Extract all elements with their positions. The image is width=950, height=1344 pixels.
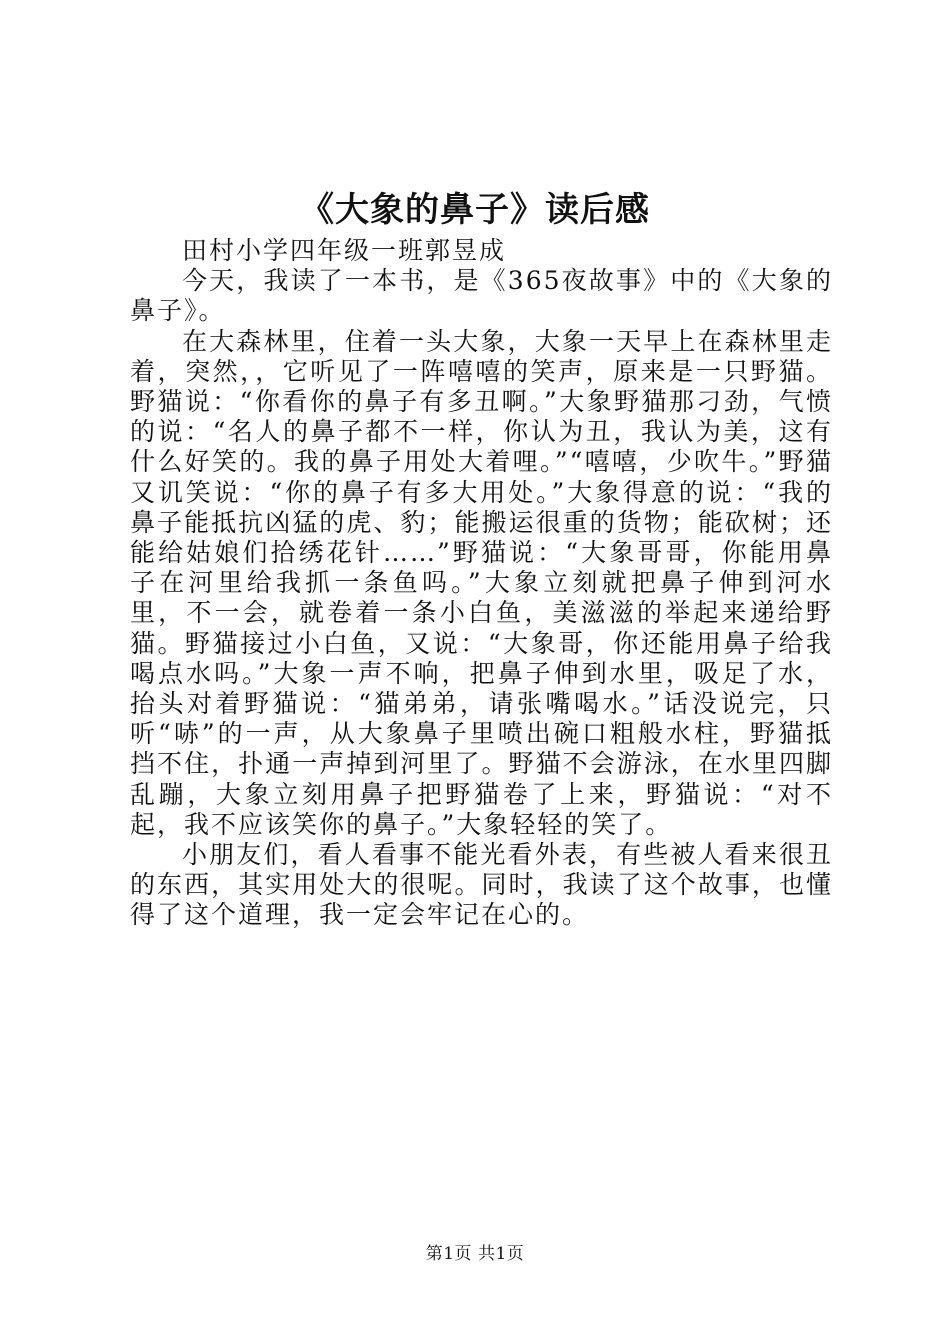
body-paragraph: 在大森林里，住着一头大象，大象一天早上在森林里走着，突然，，它听见了一阵嘻嘻的笑声，原来是一只野猫。野猫说：“你看你的鼻子有多丑啊。”大象野猫那刁劲，气愤的说：“名人的鼻子都不一样，你认为丑，我认为美，这有什么好笑的。我的鼻子用处大着哩。”“嘻嘻，少吹牛。”野猫又讥笑说：“你的鼻子有多大用处。”大象得意的说：“我的鼻子能抵抗凶猛的虎、豹；能搬运很重的货物；能砍树；还能给姑娘们拾绣花针……”野猫说：“大象哥哥，你能用鼻子在河里给我抓一条鱼吗。”大象立刻就把鼻子伸到河水里，不一会，就卷着一条小白鱼，美滋滋的举起来递给野猫。野猫接过小白鱼，又说：“大象哥，你还能用鼻子给我喝点水吗。”大象一声不响，把鼻子伸到水里，吸足了水，抬头对着野猫说：“猫弟弟，请张嘴喝水。”话没说完，只听“哧”的一声，从大象鼻子里喷出碗口粗般水柱，野猫抵挡不住，扑通一声掉到河里了。野猫不会游泳，在水里四脚乱蹦，大象立刻用鼻子把野猫卷了上来，野猫说：“对不起，我不应该笑你的鼻子。”大象轻轻的笑了。: [130, 326, 833, 839]
author-line: 田村小学四年级一班郭昱成: [182, 236, 507, 265]
body-paragraph: 今天，我读了一本书，是《365夜故事》中的《大象的鼻子》。: [130, 266, 833, 326]
page-footer: 第1页 共1页: [425, 1244, 525, 1264]
body-paragraph: 小朋友们，看人看事不能光看外表，有些被人看来很丑的东西，其实用处大的很呢。同时，我读了这个故事，也懂得了这个道理，我一定会牢记在心的。: [130, 840, 833, 930]
document-title: 《大象的鼻子》读后感: [300, 190, 650, 230]
document-body: [130, 236, 833, 931]
